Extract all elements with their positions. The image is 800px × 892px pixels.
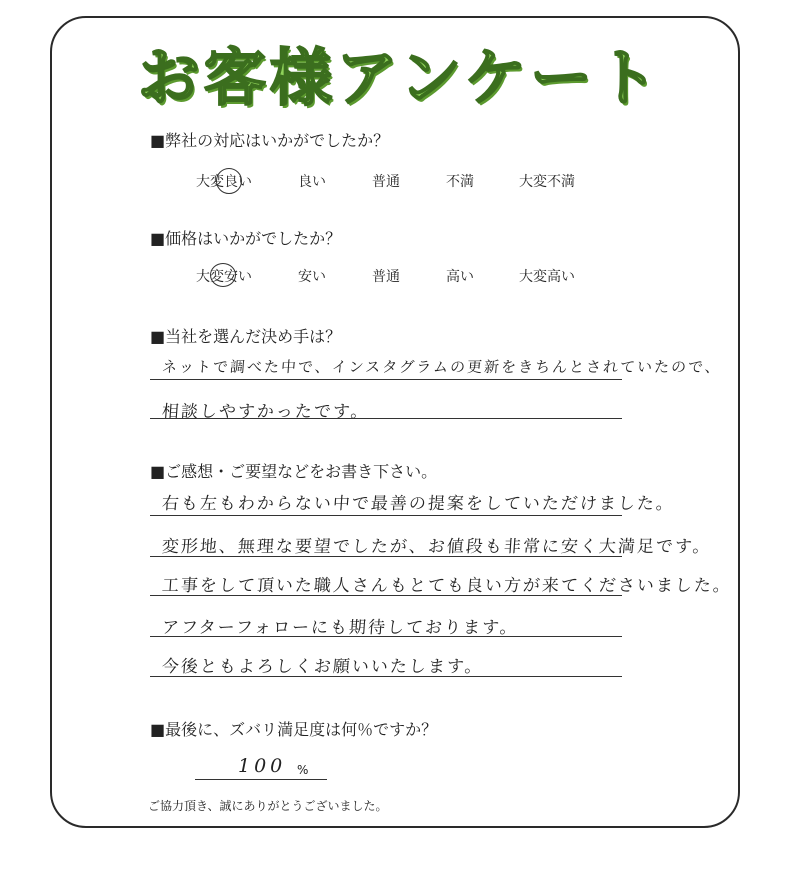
- answer-rule: [150, 636, 622, 637]
- selection-circle: [216, 168, 242, 194]
- service-option-2[interactable]: 良い: [298, 174, 326, 190]
- selection-circle: [210, 263, 236, 287]
- satisfaction-rule: [195, 779, 327, 780]
- service-option-3[interactable]: 普通: [372, 174, 400, 190]
- question-price: ■価格はいかがでしたか？: [150, 229, 342, 248]
- price-option-4[interactable]: 高い: [446, 269, 474, 285]
- answer-line: 工事をして頂いた職人さんもとても良い方が来てくださいました。: [161, 576, 733, 596]
- answer-rule: [150, 556, 622, 557]
- price-option-5[interactable]: 大変高い: [519, 269, 575, 285]
- answer-rule: [150, 676, 622, 677]
- satisfaction-value: 100: [238, 755, 287, 777]
- answer-line: ネットで調べた中で、インスタグラムの更新をきちんとされていたので、: [161, 358, 723, 376]
- thank-you-note: ご協力頂き、誠にありがとうございました。: [148, 799, 388, 813]
- answer-line: 右も左もわからない中で最善の提案をしていただけました。: [161, 494, 676, 514]
- answer-rule: [150, 515, 622, 516]
- answer-rule: [150, 379, 622, 380]
- answer-rule: [150, 595, 622, 596]
- answer-line: 相談しやすかったです。: [161, 402, 371, 422]
- answer-rule: [150, 418, 622, 419]
- service-option-1[interactable]: 大変良い: [196, 174, 252, 190]
- answer-line: 今後ともよろしくお願いいたします。: [161, 657, 485, 677]
- service-option-5[interactable]: 大変不満: [519, 174, 575, 190]
- survey-title: お客様アンケート: [137, 41, 663, 114]
- price-option-3[interactable]: 普通: [372, 269, 400, 285]
- question-comments: ■ご感想・ご要望などをお書き下さい。: [150, 462, 438, 481]
- satisfaction-unit: %: [297, 763, 309, 777]
- question-service: ■弊社の対応はいかがでしたか？: [150, 131, 390, 150]
- price-option-2[interactable]: 安い: [298, 269, 326, 285]
- question-deciding-factor: ■当社を選んだ決め手は？: [150, 327, 342, 346]
- question-satisfaction: ■最後に、ズバリ満足度は何％ですか？: [150, 720, 438, 739]
- price-option-1[interactable]: 大変安い: [196, 269, 252, 285]
- service-option-4[interactable]: 不満: [446, 174, 474, 190]
- answer-line: 変形地、無理な要望でしたが、お値段も非常に安く大満足です。: [161, 537, 713, 557]
- answer-line: アフターフォローにも期待しております。: [161, 618, 520, 638]
